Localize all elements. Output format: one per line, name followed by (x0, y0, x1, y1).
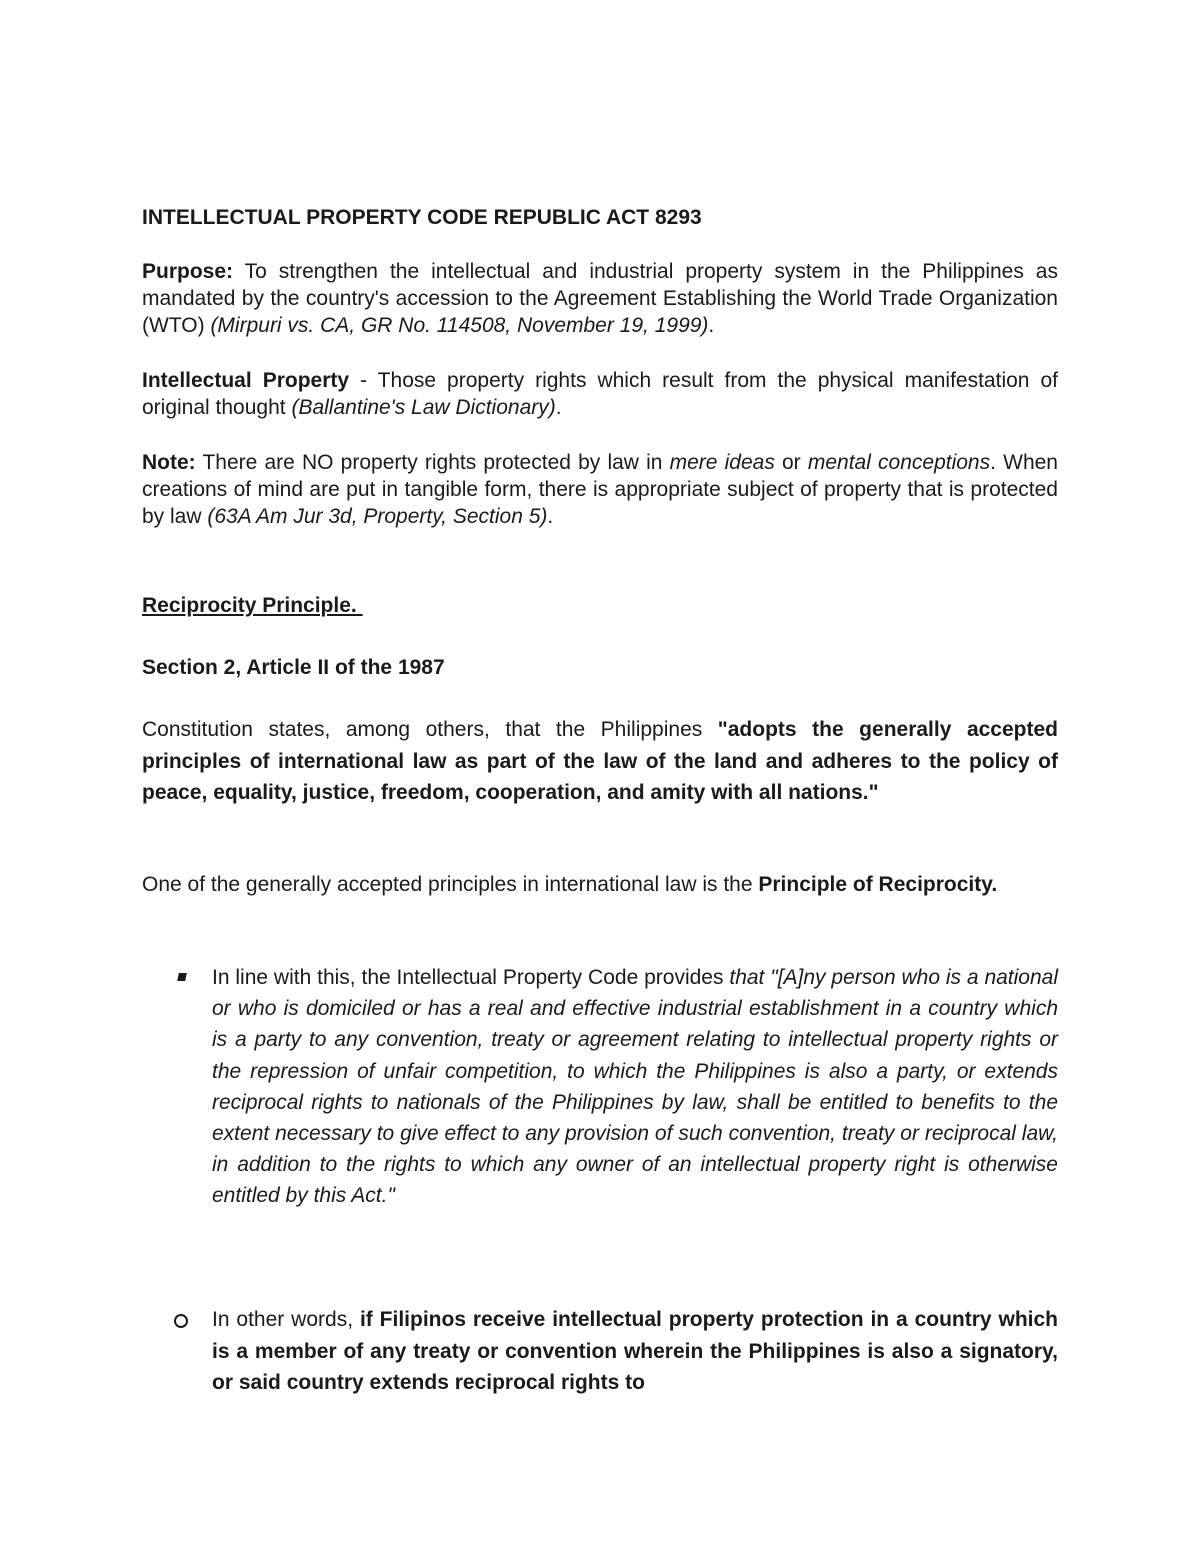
circle-bullet-icon (174, 1314, 188, 1328)
bullet-item-1 (212, 962, 1058, 1212)
constitution-quote: "adopts the generally accepted principles of international law as part of the law of the land and adheres to the policy of peace, equality, justice, freedom, cooperation, and amity with all nations." (142, 718, 1058, 804)
ip-definition-paragraph (142, 367, 1058, 421)
note-italic-2: mental conceptions (807, 451, 991, 474)
constitution-paragraph (142, 714, 1058, 809)
principle-text: One of the generally accepted principles in international law is the (142, 873, 759, 896)
purpose-text: To strengthen the intellectual and industrial property system in the Philippines as mandated by the country's accession to the Agreement Establishing the World Trade Organization (WTO) (142, 260, 1058, 337)
ip-definition-text: - Those property rights which result from the physical manifestation of original thought (142, 369, 1058, 419)
ip-definition-citation: (Ballantine's Law Dictionary) (291, 396, 556, 419)
principle-bold: Principle of Reciprocity. (758, 873, 998, 896)
note-end: . (547, 505, 554, 528)
reciprocity-heading (142, 592, 1058, 619)
bullet-item-2 (212, 1304, 1058, 1399)
bullet-1-quote: that "[A]ny person who is a national or who is domiciled or has a real and effective industrial establishment in a country which is a party to any convention, treaty or agreement relating to intellectual property rights or the repression of unfair competition, to which the Philippines is also a party, or extends reciprocal rights to nationals of the Philippines by law, shall be entitled to benefits to the extent necessary to give effect to any provision of such convention, treaty or reciprocal law, in addition to the rights to which any owner of an intellectual property right is otherwise entitled by this Act." (212, 966, 1059, 1208)
note-paragraph (142, 449, 1058, 530)
bullet-2-text: In other words, (212, 1308, 360, 1331)
note-label: Note: (142, 451, 196, 474)
section-heading: Section 2, Article II of the 1987 (142, 656, 445, 679)
purpose-end: . (708, 314, 715, 337)
reciprocity-heading-text: Reciprocity Principle. (142, 594, 363, 617)
note-italic-1: mere ideas (669, 451, 775, 474)
note-citation: (63A Am Jur 3d, Property, Section 5) (207, 505, 548, 528)
note-text-2: or (774, 451, 808, 474)
note-text-1: There are NO property rights protected by law in (195, 451, 670, 474)
purpose-paragraph (142, 258, 1058, 339)
purpose-label: Purpose: (142, 260, 234, 283)
ip-definition-end: . (555, 396, 562, 419)
note-text-3: . When creations of mind are put in tangible form, there is appropriate subject of property that is protected by law (142, 451, 1058, 528)
ip-definition-label: Intellectual Property (142, 369, 350, 392)
square-bullet-icon (177, 973, 187, 981)
principle-paragraph (142, 869, 1058, 901)
constitution-text: Constitution states, among others, that the Philippines (142, 718, 718, 741)
bullet-2-bold: if Filipinos receive intellectual property protection in a country which is a member of any treaty or convention wherein the Philippines is also a signatory, or said country extends reciprocal rights to (212, 1308, 1058, 1394)
purpose-citation: (Mirpuri vs. CA, GR No. 114508, November 19, 1999) (210, 314, 709, 337)
document-title: INTELLECTUAL PROPERTY CODE REPUBLIC ACT 8293 (142, 206, 702, 229)
bullet-1-text: In line with this, the Intellectual Property Code provides (212, 966, 730, 989)
